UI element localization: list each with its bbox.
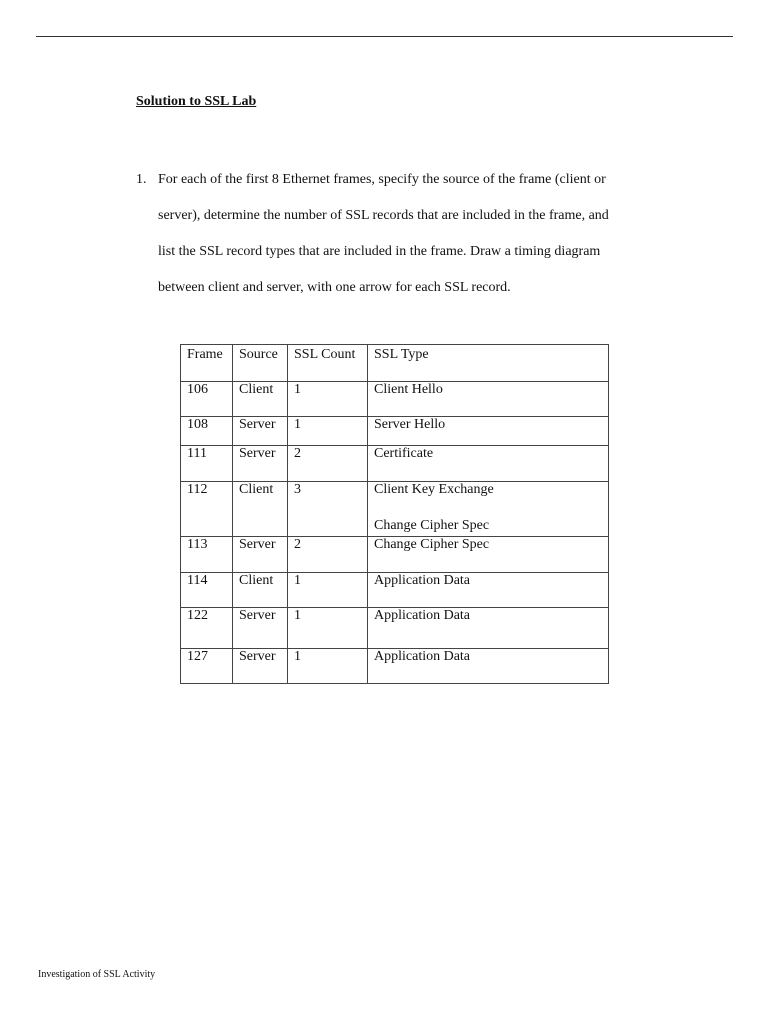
cell-ssl-count: 2 — [288, 446, 368, 482]
cell-ssl-type — [368, 649, 609, 684]
ssl-type-entry: Server Hello — [374, 417, 446, 432]
ssl-type-entry: Client Key Exchange — [374, 482, 494, 497]
ssl-type-entry: Client Hello — [374, 382, 443, 397]
cell-ssl-type — [368, 573, 609, 608]
cell-frame: 111 — [181, 446, 233, 482]
cell-ssl-type — [368, 482, 609, 537]
table-header-row — [181, 345, 609, 382]
table-row — [181, 573, 609, 608]
cell-ssl-type — [368, 382, 609, 417]
question-1 — [136, 162, 656, 306]
question-line: list the SSL record types that are included in the frame. Draw a timing diagram — [158, 244, 601, 259]
cell-source: Server — [233, 649, 288, 684]
cell-ssl-type — [368, 446, 609, 482]
document-title: Solution to SSL Lab — [136, 94, 257, 109]
cell-source: Server — [233, 537, 288, 573]
cell-source: Server — [233, 417, 288, 446]
header-rule — [36, 36, 733, 37]
ssl-type-entry: Certificate — [374, 446, 434, 461]
cell-source: Client — [233, 382, 288, 417]
table-row — [181, 482, 609, 537]
ssl-type-entry: Application Data — [374, 608, 471, 623]
question-line: between client and server, with one arrow for each SSL record. — [158, 280, 511, 295]
cell-ssl-type — [368, 417, 609, 446]
cell-frame: 127 — [181, 649, 233, 684]
cell-ssl-count: 1 — [288, 608, 368, 649]
cell-ssl-count: 1 — [288, 573, 368, 608]
question-line: For each of the first 8 Ethernet frames, specify the source of the frame (client or — [158, 172, 606, 187]
header-frame: Frame — [181, 345, 233, 382]
ssl-type-entry: Application Data — [374, 649, 471, 664]
cell-frame: 122 — [181, 608, 233, 649]
table-row — [181, 537, 609, 573]
cell-ssl-count: 2 — [288, 537, 368, 573]
cell-ssl-count: 1 — [288, 649, 368, 684]
table-row — [181, 649, 609, 684]
question-number: 1. — [136, 172, 147, 187]
cell-source: Server — [233, 446, 288, 482]
table-row — [181, 446, 609, 482]
header-source: Source — [233, 345, 288, 382]
ssl-records-table — [180, 344, 609, 684]
ssl-type-entry: Change Cipher Spec — [374, 537, 490, 552]
cell-frame: 114 — [181, 573, 233, 608]
ssl-type-entry: Application Data — [374, 573, 471, 588]
table-row — [181, 608, 609, 649]
header-ssl-type: SSL Type — [368, 345, 609, 382]
cell-frame: 108 — [181, 417, 233, 446]
header-ssl-count: SSL Count — [288, 345, 368, 382]
cell-ssl-count: 1 — [288, 382, 368, 417]
cell-ssl-type — [368, 537, 609, 573]
page-footer: Investigation of SSL Activity — [38, 969, 156, 980]
cell-ssl-type — [368, 608, 609, 649]
cell-frame: 106 — [181, 382, 233, 417]
cell-ssl-count: 3 — [288, 482, 368, 537]
cell-source: Client — [233, 573, 288, 608]
cell-frame: 112 — [181, 482, 233, 537]
question-line: server), determine the number of SSL records that are included in the frame, and — [158, 208, 609, 223]
table-row — [181, 382, 609, 417]
cell-ssl-count: 1 — [288, 417, 368, 446]
table-row — [181, 417, 609, 446]
ssl-type-entry: Change Cipher Spec — [374, 518, 490, 533]
cell-source: Server — [233, 608, 288, 649]
cell-frame: 113 — [181, 537, 233, 573]
cell-source: Client — [233, 482, 288, 537]
